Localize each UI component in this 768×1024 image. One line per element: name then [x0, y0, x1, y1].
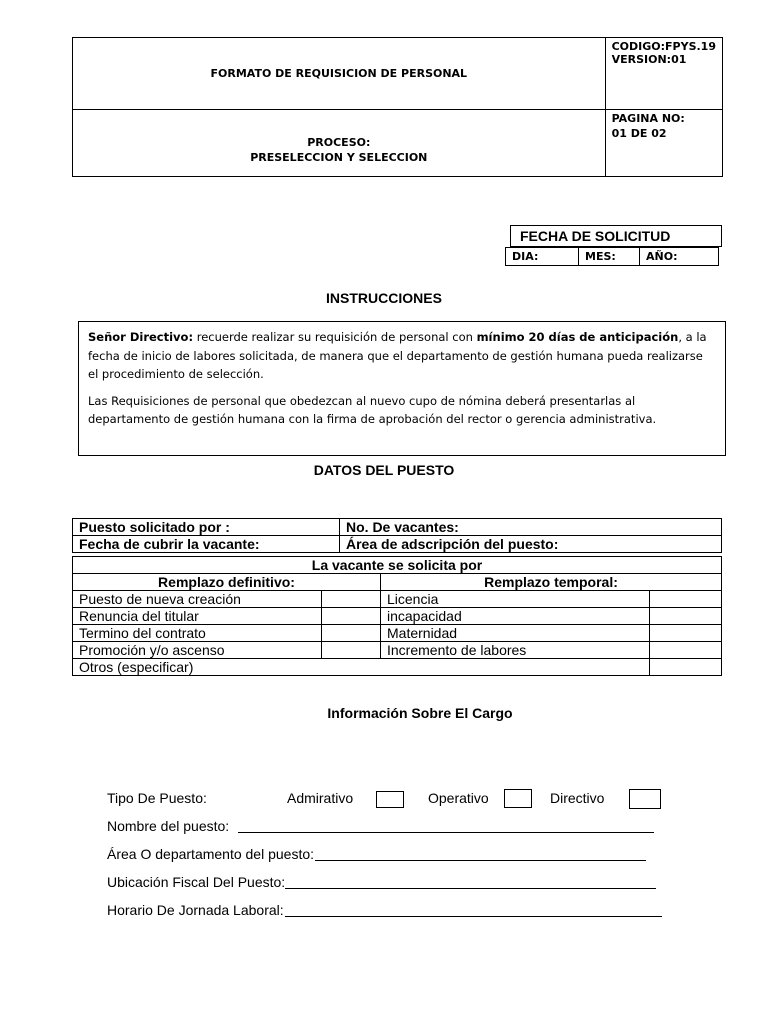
- check-cell[interactable]: [650, 642, 722, 659]
- directivo-label: Directivo: [550, 790, 605, 806]
- ubicacion-fiscal-label: Ubicación Fiscal Del Puesto:: [107, 874, 286, 890]
- area-departamento-label: Área O departamento del puesto:: [107, 846, 315, 862]
- check-cell[interactable]: [650, 625, 722, 642]
- table-row: [73, 659, 722, 676]
- fecha-cubrir-field[interactable]: Fecha de cubrir la vacante:: [73, 536, 340, 553]
- fecha-table: [505, 247, 719, 266]
- process-name: PRESELECCION Y SELECCION: [250, 151, 428, 164]
- area-departamento-input[interactable]: [315, 860, 646, 861]
- mes-field[interactable]: MES:: [579, 248, 640, 266]
- check-cell[interactable]: [322, 591, 381, 608]
- check-cell[interactable]: [322, 642, 381, 659]
- page-label: PAGINA NO:: [611, 112, 685, 125]
- datos-puesto-title: DATOS DEL PUESTO: [313, 462, 455, 478]
- version-text: VERSION:01: [611, 53, 687, 66]
- page-value: 01 DE 02: [611, 127, 667, 140]
- check-cell[interactable]: [650, 659, 722, 676]
- code-text: CODIGO:FPYS.19: [611, 40, 716, 53]
- tipo-puesto-label: Tipo De Puesto:: [107, 790, 207, 806]
- instrucciones-title: INSTRUCCIONES: [326, 290, 442, 306]
- ano-field[interactable]: AÑO:: [640, 248, 719, 266]
- fecha-solicitud-title: FECHA DE SOLICITUD: [510, 225, 722, 247]
- nombre-puesto-input[interactable]: [238, 832, 654, 833]
- table-row: Renuncia del titular incapacidad: [73, 608, 722, 625]
- check-cell[interactable]: [322, 608, 381, 625]
- cargo-title: Información Sobre El Cargo: [327, 705, 513, 721]
- process-cell: [73, 110, 606, 177]
- instrucciones-paragraph-2: Las Requisiciones de personal que obedezcan al nuevo cupo de nómina deberá presentarlas al departamento de gestión humana con la firma de aprobación del rector o gerencia administrativa.: [88, 393, 657, 426]
- table-row: Promoción y/o ascenso Incremento de labores: [73, 642, 722, 659]
- no-vacantes-field[interactable]: No. De vacantes:: [340, 519, 722, 536]
- datos-puesto-table: [72, 518, 722, 553]
- nombre-puesto-label: Nombre del puesto:: [107, 818, 230, 834]
- area-adscripcion-field[interactable]: Área de adscripción del puesto:: [340, 536, 722, 553]
- instrucciones-box: [78, 321, 726, 456]
- horario-jornada-input[interactable]: [285, 916, 662, 917]
- ubicacion-fiscal-input[interactable]: [285, 888, 656, 889]
- operativo-label: Operativo: [428, 790, 489, 806]
- directivo-checkbox[interactable]: [629, 789, 661, 809]
- table-row: Puesto de nueva creación Licencia: [73, 591, 722, 608]
- check-cell[interactable]: [650, 591, 722, 608]
- header-table: [72, 37, 723, 177]
- vacante-table: [72, 556, 722, 676]
- form-title: FORMATO DE REQUISICION DE PERSONAL: [73, 38, 606, 110]
- instrucciones-paragraph-1: Señor Directivo: recuerde realizar su requisición de personal con mínimo 20 días de anticipación, a la fecha de inicio de labores solicitada, de manera que el departamento de gestión humana pueda realizarse el procedimiento de selección.: [88, 330, 707, 381]
- senor-directivo-label: Señor Directivo:: [88, 330, 194, 344]
- horario-jornada-label: Horario De Jornada Laboral:: [107, 902, 284, 918]
- table-row: Termino del contrato Maternidad: [73, 625, 722, 642]
- check-cell[interactable]: [322, 625, 381, 642]
- remplazo-temporal-header: Remplazo temporal:: [381, 574, 722, 591]
- remplazo-definitivo-header: Remplazo definitivo:: [73, 574, 381, 591]
- check-cell[interactable]: [650, 608, 722, 625]
- dia-field[interactable]: DIA:: [506, 248, 579, 266]
- admirativo-checkbox[interactable]: [376, 791, 404, 808]
- code-cell: [605, 38, 722, 110]
- vacante-title: La vacante se solicita por: [73, 557, 722, 574]
- page-cell: [605, 110, 722, 177]
- admirativo-label: Admirativo: [287, 790, 354, 806]
- puesto-solicitado-field[interactable]: Puesto solicitado por :: [73, 519, 340, 536]
- otros-field[interactable]: Otros (especificar): [73, 659, 650, 676]
- process-label: PROCESO:: [307, 136, 371, 149]
- operativo-checkbox[interactable]: [504, 789, 532, 808]
